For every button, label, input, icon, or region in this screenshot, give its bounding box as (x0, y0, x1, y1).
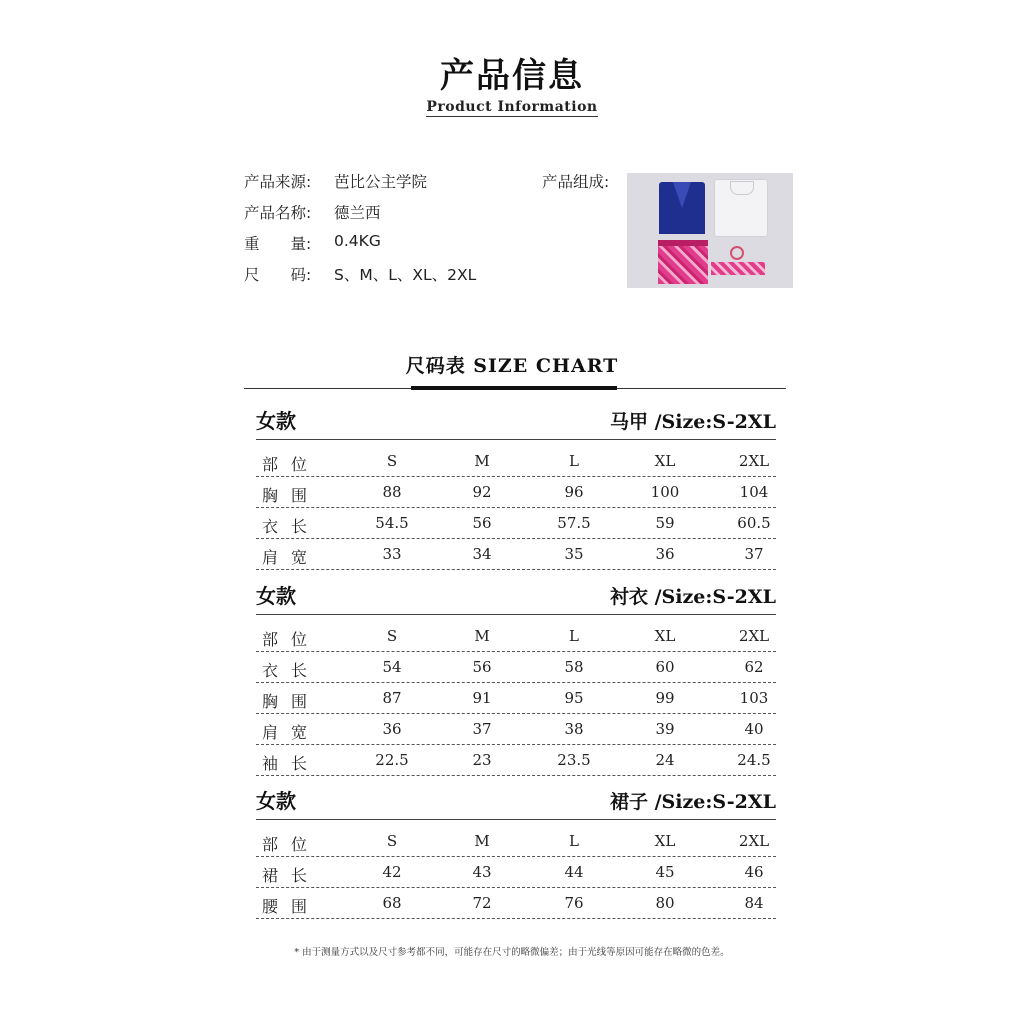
table-row (256, 857, 776, 888)
vest-image (659, 182, 705, 234)
row-label: 腰围 (262, 897, 321, 916)
product-info (244, 170, 476, 294)
product-photo (627, 173, 793, 288)
size-header-cell: M (474, 832, 490, 850)
size-header-cell: L (569, 627, 579, 645)
size-header-cell: M (474, 627, 490, 645)
measure-cell: 33 (382, 545, 402, 563)
size-header-cell: 2XL (738, 452, 770, 470)
measure-cell: 87 (382, 689, 402, 707)
measure-cell: 54 (382, 658, 402, 676)
measure-cell: 23.5 (557, 751, 591, 769)
measure-cell: 23 (472, 751, 492, 769)
measure-cell: 100 (650, 483, 680, 501)
measure-cell: 37 (472, 720, 492, 738)
section-header (256, 581, 776, 615)
measure-cell: 91 (472, 689, 492, 707)
measure-cell: 80 (655, 894, 675, 912)
page-subtitle (0, 96, 1024, 115)
measure-cell: 92 (472, 483, 492, 501)
row-label: 部位 (262, 835, 321, 854)
info-label: 产品名称: (244, 204, 312, 222)
size-header-cell: S (386, 832, 398, 850)
row-label: 袖长 (262, 754, 321, 773)
measure-cell: 99 (655, 689, 675, 707)
measure-cell: 24.5 (737, 751, 771, 769)
section-garment: 衬衣 /Size:S-2XL (609, 586, 776, 608)
size-header-cell: 2XL (738, 627, 770, 645)
measure-cell: 37 (744, 545, 764, 563)
measure-cell: 39 (655, 720, 675, 738)
section-rule (256, 439, 776, 440)
measure-cell: 68 (382, 894, 402, 912)
table-row (256, 477, 776, 508)
info-row-size (244, 263, 476, 294)
divider-accent (411, 386, 617, 390)
table-header-row (256, 446, 776, 477)
row-label: 肩宽 (262, 548, 321, 567)
measure-cell: 60 (655, 658, 675, 676)
table-header-row (256, 621, 776, 652)
measure-cell: 43 (472, 863, 492, 881)
measure-cell: 60.5 (737, 514, 771, 532)
row-label: 衣长 (262, 661, 321, 680)
measure-cell: 22.5 (375, 751, 409, 769)
page-title: 产品信息 (440, 56, 584, 96)
table-row (256, 652, 776, 683)
info-label: 产品来源: (244, 173, 312, 191)
row-label: 胸围 (262, 486, 321, 505)
section-gender: 女款 (256, 584, 296, 608)
size-header-cell: L (569, 452, 579, 470)
info-value: 芭比公主学院 (334, 173, 428, 191)
size-header-cell: 2XL (738, 832, 770, 850)
section-rule (256, 819, 776, 820)
size-header-cell: XL (654, 452, 676, 470)
size-header-cell: XL (654, 627, 676, 645)
section-header (256, 406, 776, 440)
info-value: 德兰西 (334, 204, 381, 222)
bracelet-image (730, 246, 744, 260)
table-row (256, 714, 776, 745)
table-row (256, 508, 776, 539)
shirt-image (714, 179, 768, 237)
section-gender: 女款 (256, 789, 296, 813)
measure-cell: 34 (472, 545, 492, 563)
measure-cell: 38 (564, 720, 584, 738)
info-value: S、M、L、XL、2XL (334, 266, 477, 284)
size-header-cell: M (474, 452, 490, 470)
measure-cell: 35 (564, 545, 584, 563)
measure-cell: 24 (655, 751, 675, 769)
info-row-name (244, 201, 476, 232)
size-chart-title: 尺码表 SIZE CHART (405, 355, 619, 377)
measure-cell: 72 (472, 894, 492, 912)
measure-cell: 42 (382, 863, 402, 881)
row-label: 衣长 (262, 517, 321, 536)
skirt-image (658, 240, 708, 284)
section-gender: 女款 (256, 409, 296, 433)
composition-label: 产品组成: (542, 173, 610, 191)
measure-cell: 56 (472, 658, 492, 676)
table-row (256, 539, 776, 570)
measure-cell: 104 (739, 483, 769, 501)
section-rule (256, 614, 776, 615)
info-label: 重 量: (244, 235, 312, 253)
measure-cell: 36 (382, 720, 402, 738)
info-row-weight (244, 232, 476, 263)
size-header-cell: S (386, 627, 398, 645)
section-garment: 马甲 /Size:S-2XL (609, 411, 776, 433)
footnote: * 由于测量方式以及尺寸参考都不同，可能存在尺寸的略微偏差；由于光线等原因可能存在略微的色差。 (294, 947, 730, 958)
measure-cell: 40 (744, 720, 764, 738)
measure-cell: 76 (564, 894, 584, 912)
size-header-cell: XL (654, 832, 676, 850)
measure-cell: 56 (472, 514, 492, 532)
measure-cell: 36 (655, 545, 675, 563)
measure-cell: 45 (655, 863, 675, 881)
measure-cell: 57.5 (557, 514, 591, 532)
row-label: 肩宽 (262, 723, 321, 742)
table-row (256, 888, 776, 919)
table-row (256, 683, 776, 714)
measure-cell: 54.5 (375, 514, 409, 532)
measure-cell: 103 (739, 689, 769, 707)
measure-cell: 59 (655, 514, 675, 532)
size-header-cell: L (569, 832, 579, 850)
info-value: 0.4KG (334, 232, 381, 250)
measure-cell: 58 (564, 658, 584, 676)
measure-cell: 95 (564, 689, 584, 707)
tie-image (711, 262, 765, 275)
measure-cell: 62 (744, 658, 764, 676)
info-label: 尺 码: (244, 266, 312, 284)
row-label: 裙长 (262, 866, 321, 885)
row-label: 部位 (262, 630, 321, 649)
measure-cell: 84 (744, 894, 764, 912)
subtitle-text: Product Information (426, 99, 598, 115)
measure-cell: 44 (564, 863, 584, 881)
measure-cell: 88 (382, 483, 402, 501)
row-label: 部位 (262, 455, 321, 474)
size-header-cell: S (386, 452, 398, 470)
table-header-row (256, 826, 776, 857)
row-label: 胸围 (262, 692, 321, 711)
section-garment: 裙子 /Size:S-2XL (609, 791, 776, 813)
table-row (256, 745, 776, 776)
info-row-source (244, 170, 476, 201)
measure-cell: 46 (744, 863, 764, 881)
section-header (256, 786, 776, 820)
measure-cell: 96 (564, 483, 584, 501)
